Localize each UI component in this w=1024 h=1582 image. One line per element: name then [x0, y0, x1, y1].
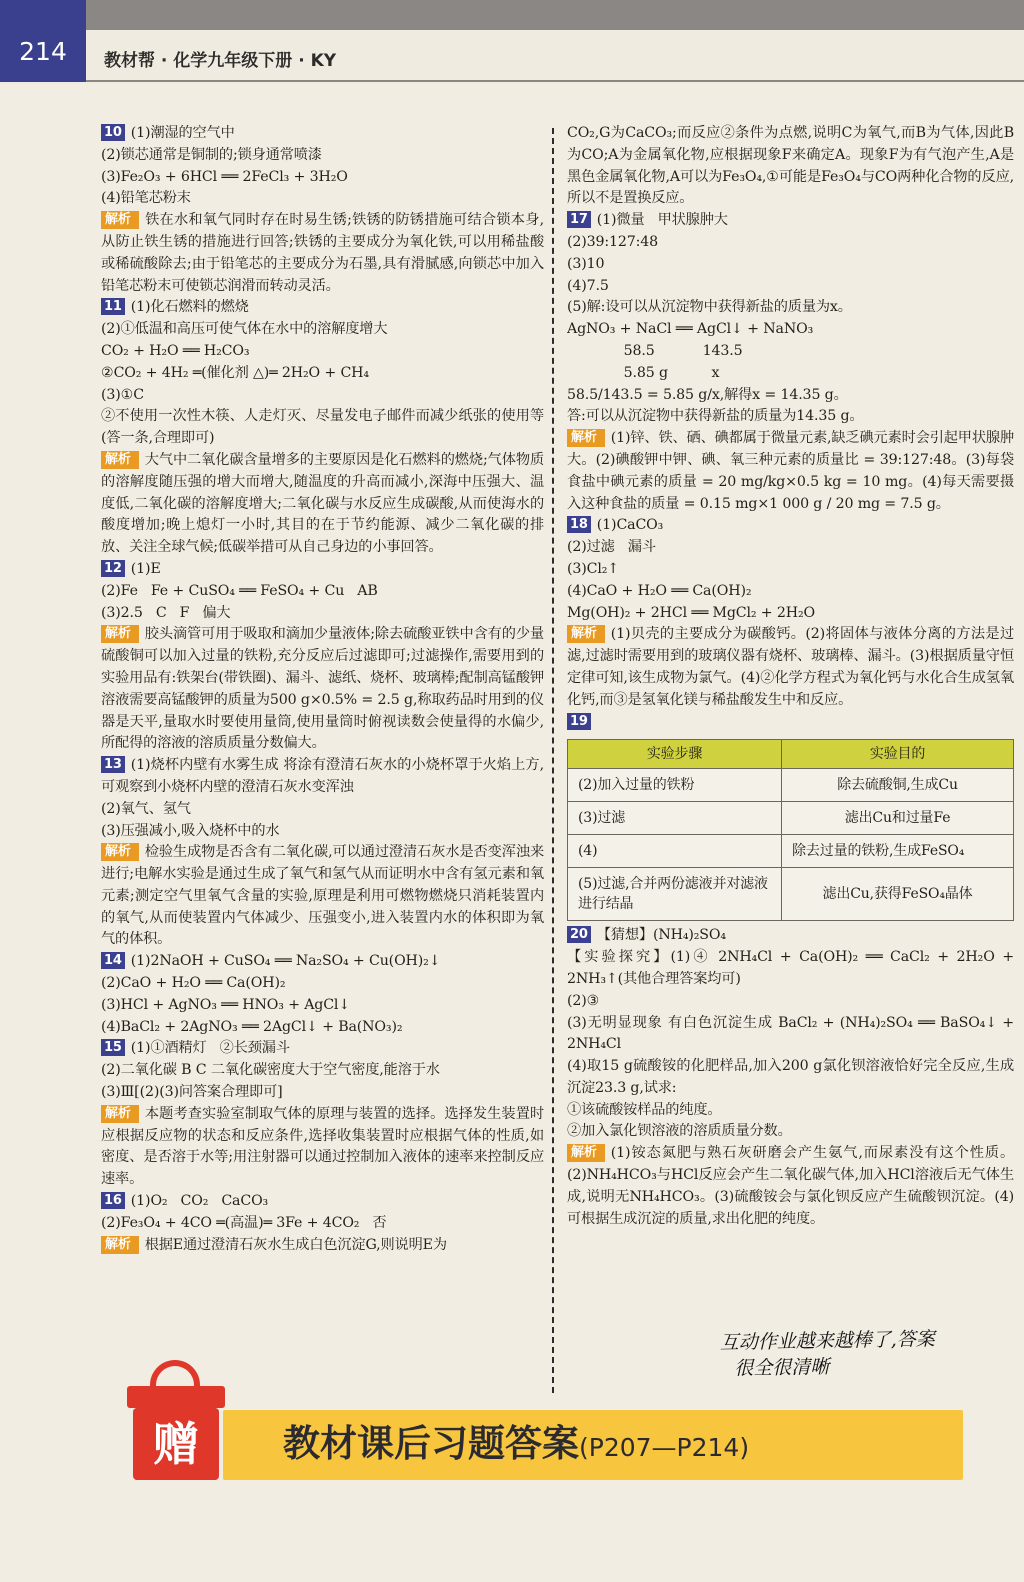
answer-line: [567, 123, 1014, 210]
question-number-badge: 14: [101, 952, 125, 969]
handwritten-line: 很全很清晰: [734, 1355, 830, 1380]
question-number-badge: 15: [101, 1039, 125, 1056]
page-header: [0, 0, 1024, 84]
line-text: (3)HCl + AgNO₃ ══ HNO₃ + AgCl↓: [101, 996, 351, 1013]
right-column-top: [567, 123, 1014, 733]
analysis-tag: 解析: [101, 843, 139, 861]
answer-line: [101, 319, 544, 341]
gift-bow-icon: [150, 1360, 200, 1388]
table-header-cell: 实验目的: [782, 740, 1014, 769]
question-answer-start: [101, 951, 544, 973]
answer-line: [567, 537, 1014, 559]
table-cell: (2)加入过量的铁粉: [568, 769, 782, 802]
question-answer-start: [567, 712, 1014, 734]
answer-line: [101, 341, 544, 363]
line-text: (1)E: [130, 560, 161, 577]
table-body: [568, 769, 1014, 921]
line-text: 铁在水和氧气同时存在时易生锈;铁锈的防锈措施可结合锁本身,从防止铁生锈的措施进行回答;铁锈的主要成分为氧化铁,可以用稀盐酸或稀硫酸除去;由于铅笔芯的主要成分为石墨,具有滑腻感,向锁芯中加入铅笔芯粉末可使锁芯润滑而转动灵活。: [101, 212, 544, 294]
line-text: AgNO₃ + NaCl ══ AgCl↓ + NaNO₃: [567, 321, 814, 338]
line-text: (4)取15 g硫酸铵的化肥样品,加入200 g氯化钡溶液恰好完全反应,生成沉淀23.3 g,试求:: [567, 1058, 1014, 1096]
book-title: 教材帮 · 化学九年级下册 · KY: [104, 51, 337, 71]
page-number-badge: 214: [0, 0, 86, 82]
answer-line: [567, 363, 1014, 385]
line-text: (3)压强减小,吸入烧杯中的水: [101, 822, 280, 839]
line-text: (3)10: [567, 255, 605, 272]
analysis-tag: 解析: [101, 1236, 139, 1254]
analysis-tag: 解析: [567, 1144, 605, 1162]
left-column: [101, 123, 544, 1256]
banner-page-range: (P207—P214): [579, 1433, 750, 1462]
question-number-badge: 12: [101, 560, 125, 577]
answer-line: [567, 232, 1014, 254]
answer-line: [101, 581, 544, 603]
line-text: (3)①C: [101, 386, 144, 403]
answer-line: [567, 406, 1014, 428]
line-text: CO₂,G为CaCO₃;而反应②条件为点燃,说明C为氧气,而B为气体,因此B为CO;A为金属氧化物,应根据现象F来确定A。现象F为有气泡产生,A是黑色金属氧化物,A可以为Fe₃O₄,①可能是Fe₃O₄与CO两种化合物的反应,所以不是置换反应。: [567, 125, 1014, 207]
answer-line: [101, 406, 544, 450]
analysis-paragraph: [101, 450, 544, 559]
answer-line: [567, 603, 1014, 625]
question-answer-start: [567, 210, 1014, 232]
table-cell: (4): [568, 835, 782, 868]
line-text: ②CO₂ + 4H₂ ═(催化剂 △)═ 2H₂O + CH₄: [101, 364, 369, 381]
answer-line: [101, 1060, 544, 1082]
answer-line: [567, 559, 1014, 581]
analysis-tag: 解析: [567, 429, 605, 447]
column-divider: [552, 128, 554, 1393]
line-text: 58.5 143.5: [567, 342, 743, 359]
line-text: (2)二氧化碳 B C 二氧化碳密度大于空气密度,能溶于水: [101, 1062, 440, 1079]
analysis-paragraph: [101, 842, 544, 951]
line-text: (1)2NaOH + CuSO₄ ══ Na₂SO₄ + Cu(OH)₂↓: [130, 953, 441, 970]
question-answer-start: [567, 925, 1014, 947]
answer-line: [101, 1213, 544, 1235]
banner-title-text: 教材课后习题答案: [283, 1422, 579, 1465]
answer-table: [567, 739, 1014, 921]
answer-line: [101, 799, 544, 821]
question-number-badge: 16: [101, 1192, 125, 1209]
question-answer-start: [101, 1038, 544, 1060]
table-row: [568, 835, 1014, 868]
line-text: (1)潮湿的空气中: [130, 125, 235, 141]
answer-line: [567, 947, 1014, 991]
answer-line: [101, 188, 544, 210]
answer-line: [101, 167, 544, 189]
question-number-badge: 17: [567, 211, 591, 228]
analysis-tag: 解析: [101, 1105, 139, 1123]
question-number-badge: 13: [101, 756, 125, 773]
answer-line: [567, 1013, 1014, 1057]
line-text: 检验生成物是否含有二氧化碳,可以通过澄清石灰水是否变浑浊来进行;电解水实验是通过生成了氧气和氢气从而证明水中含有氢元素和氧元素;测定空气里氧气含量的实验,原理是利用可燃物燃烧只消耗装置内的氧气,从而使装置内气体减少、压强变小,进入装置内水的体积即为氧气的体积。: [101, 844, 544, 948]
line-text: (1)烧杯内壁有水雾生成 将涂有澄清石灰水的小烧杯罩于火焰上方,可观察到小烧杯内壁的澄清石灰水变浑浊: [101, 757, 544, 795]
question-answer-start: [101, 755, 544, 799]
line-text: 答:可以从沉淀物中获得新盐的质量为14.35 g。: [567, 408, 864, 425]
line-text: (1)化石燃料的燃烧: [130, 299, 249, 316]
table-cell: (3)过滤: [568, 802, 782, 835]
line-text: (3)2.5 C F 偏大: [101, 604, 231, 621]
line-text: (4)7.5: [567, 277, 609, 294]
question-answer-start: [101, 297, 544, 319]
analysis-paragraph: [101, 1104, 544, 1191]
line-text: (1)铵态氮肥与熟石灰研磨会产生氨气,而尿素没有这个性质。(2)NH₄HCO₃与HCl反应会产生二氧化碳气体,加入HCl溶液后无气体生成,说明无NH₄HCO₃。(3)硫酸铵会与氯化钡反应产生硫酸钡沉淀。(4)可根据生成沉淀的质量,求出化肥的纯度。: [567, 1145, 1014, 1227]
analysis-paragraph: [101, 624, 544, 755]
line-text: (2)Fe₃O₄ + 4CO ═(高温)═ 3Fe + 4CO₂ 否: [101, 1214, 387, 1231]
table-cell: 滤出Cu和过量Fe: [782, 802, 1014, 835]
table-cell: 除去硫酸铜,生成Cu: [782, 769, 1014, 802]
line-text: (3)Ⅲ[(2)(3)问答案合理即可]: [101, 1084, 283, 1101]
question-number-badge: 10: [101, 124, 125, 141]
line-text: (2)过滤 漏斗: [567, 539, 656, 556]
gift-label: 赠: [153, 1417, 199, 1471]
line-text: (3)无明显现象 有白色沉淀生成 BaCl₂ + (NH₄)₂SO₄ ══ BaSO₄↓ + 2NH₄Cl: [567, 1014, 1014, 1053]
answer-line: [567, 1100, 1014, 1122]
line-text: (2)锁芯通常是铜制的;锁身通常喷漆: [101, 146, 322, 163]
line-text: 58.5/143.5 = 5.85 g/x,解得x = 14.35 g。: [567, 386, 848, 403]
analysis-paragraph: [567, 1143, 1014, 1230]
answer-line: [567, 1056, 1014, 1100]
line-text: 根据E通过澄清石灰水生成白色沉淀G,则说明E为: [144, 1236, 447, 1253]
line-text: ②不使用一次性木筷、人走灯灭、尽量发电子邮件而减少纸张的使用等(答一条,合理即可): [101, 408, 544, 447]
analysis-tag: 解析: [101, 625, 139, 643]
analysis-paragraph: [567, 428, 1014, 515]
question-answer-start: [101, 123, 544, 145]
analysis-tag: 解析: [101, 211, 139, 229]
line-text: 胶头滴管可用于吸取和滴加少量液体;除去硫酸亚铁中含有的少量硫酸铜可以加入过量的铁粉,充分反应后过滤即可;过滤操作,需要用到的实验用品有:铁架台(带铁圈)、漏斗、滤纸、烧杯、玻璃棒;配制高锰酸钾溶液需要高锰酸钾的质量为500 g×0.5% = 2.5 g,称取药品时用到的仪器是天平,量取水时要使用量筒,使用量筒时俯视读数会使量得的水偏少,所配得的溶液的溶质质量分数偏大。: [101, 626, 544, 752]
analysis-tag: 解析: [567, 625, 605, 643]
question-answer-start: [101, 1191, 544, 1213]
line-text: (4)铅笔芯粉末: [101, 190, 191, 207]
answer-line: [101, 603, 544, 625]
answer-line: [567, 254, 1014, 276]
line-text: ②加入氯化钡溶液的溶质质量分数。: [567, 1123, 792, 1140]
answer-line: [101, 363, 544, 385]
line-text: 【猜想】(NH₄)₂SO₄: [596, 927, 726, 944]
line-text: (2)CaO + H₂O ══ Ca(OH)₂: [101, 975, 286, 992]
line-text: (1)CaCO₃: [596, 517, 664, 534]
line-text: ①该硫酸铵样品的纯度。: [567, 1101, 722, 1118]
answer-line: [101, 973, 544, 995]
header-rule: [86, 80, 1024, 82]
line-text: 大气中二氧化碳含量增多的主要原因是化石燃料的燃烧;气体物质的溶解度随压强的增大而增大,随温度的升高而减小,深海中压强大、温度低,二氧化碳的溶解度增大;二氧化碳与水反应生成碳酸,从而使海水的酸度增加;晚上熄灯一小时,其目的在于节约能源、减少二氧化碳的排放、关注全球气候;低碳举措可从自己身边的小事回答。: [101, 451, 544, 556]
table-row: [568, 769, 1014, 802]
answer-line: [101, 821, 544, 843]
analysis-paragraph: [567, 624, 1014, 711]
answer-line: [101, 995, 544, 1017]
line-text: (2)氧气、氢气: [101, 800, 191, 817]
question-answer-start: [101, 559, 544, 581]
line-text: CO₂ + H₂O ══ H₂CO₃: [101, 342, 250, 359]
table-header-row: [568, 740, 1014, 769]
line-text: 5.85 g x: [567, 364, 720, 381]
answer-line: [567, 1121, 1014, 1143]
answer-line: [567, 341, 1014, 363]
answer-line: [101, 385, 544, 407]
answer-line: [101, 145, 544, 167]
line-text: (4)CaO + H₂O ══ Ca(OH)₂: [567, 582, 752, 599]
answer-line: [567, 297, 1014, 319]
table-cell: 除去过量的铁粉,生成FeSO₄: [782, 835, 1014, 868]
question-number-badge: 19: [567, 713, 591, 730]
line-text: Mg(OH)₂ + 2HCl ══ MgCl₂ + 2H₂O: [567, 604, 815, 621]
line-text: (3)Fe₂O₃ + 6HCl ══ 2FeCl₃ + 3H₂O: [101, 168, 348, 185]
line-text: (4)BaCl₂ + 2AgNO₃ ══ 2AgCl↓ + Ba(NO₃)₂: [101, 1018, 403, 1035]
line-text: (1)O₂ CO₂ CaCO₃: [130, 1193, 269, 1210]
table-row: [568, 802, 1014, 835]
answer-line: [101, 1017, 544, 1039]
answer-line: [567, 319, 1014, 341]
analysis-paragraph: [101, 1235, 544, 1257]
table-cell: (5)过滤,合并两份滤液并对滤液进行结晶: [568, 868, 782, 921]
bonus-banner: [223, 1410, 963, 1480]
right-column-bottom: [567, 925, 1014, 1230]
line-text: (2)①低温和高压可使气体在水中的溶解度增大: [101, 321, 388, 338]
line-text: (2)39:127:48: [567, 233, 659, 250]
answer-line: [567, 276, 1014, 298]
table-cell: 滤出Cu,获得FeSO₄晶体: [782, 868, 1014, 921]
handwritten-line: 互动作业越来越棒了,答案: [719, 1328, 935, 1354]
line-text: (1)微量 甲状腺肿大: [596, 212, 728, 229]
question-answer-start: [567, 515, 1014, 537]
line-text: 【实验探究】(1)④ 2NH₄Cl + Ca(OH)₂ ══ CaCl₂ + 2H₂O + 2NH₃↑(其他合理答案均可): [567, 949, 1014, 987]
line-text: 本题考查实验室制取气体的原理与装置的选择。选择发生装置时应根据反应物的状态和反应条件,选择收集装置时应根据气体的性质,如密度、是否溶于水等;用注射器可以通过控制加入液体的速率来控制反应速率。: [101, 1105, 544, 1188]
question-number-badge: 20: [567, 926, 591, 943]
answer-line: [567, 385, 1014, 407]
line-text: (1)锌、铁、硒、碘都属于微量元素,缺乏碘元素时会引起甲状腺肿大。(2)碘酸钾中钾、碘、氧三种元素的质量比 = 39:127:48。(3)每袋食盐中碘元素的质量 = 20 mg/kg×0.5 kg = 10 mg。(4)每天需要摄入这种食盐的质量 = 0.15 mg×1 000 g / 20 mg = 7.5 g。: [567, 430, 1014, 512]
answer-line: [567, 991, 1014, 1013]
banner-title: [283, 1418, 749, 1474]
table-row: [568, 868, 1014, 921]
line-text: (2)Fe Fe + CuSO₄ ══ FeSO₄ + Cu AB: [101, 582, 378, 599]
answer-line: [101, 1082, 544, 1104]
analysis-tag: 解析: [101, 451, 139, 469]
table-header-cell: 实验步骤: [568, 740, 782, 769]
question-number-badge: 18: [567, 516, 591, 533]
question-number-badge: 11: [101, 298, 125, 315]
line-text: (2)③: [567, 992, 600, 1009]
answer-line: [567, 581, 1014, 603]
line-text: (1)①酒精灯 ②长颈漏斗: [130, 1040, 290, 1057]
gift-lid-icon: [127, 1386, 225, 1408]
right-column: [567, 123, 1014, 1230]
handwritten-note: [720, 1326, 936, 1382]
line-text: (5)解:设可以从沉淀物中获得新盐的质量为x。: [567, 299, 852, 316]
line-text: (3)Cl₂↑: [567, 560, 620, 577]
line-text: (1)贝壳的主要成分为碳酸钙。(2)将固体与液体分离的方法是过滤,过滤时需要用到的玻璃仪器有烧杯、玻璃棒、漏斗。(3)根据质量守恒定律可知,该生成物为氯气。(4)②化学方程式为氧化钙与水化合生成氢氧化钙,而③是氢氧化镁与稀盐酸发生中和反应。: [567, 626, 1014, 708]
analysis-paragraph: [101, 210, 544, 297]
